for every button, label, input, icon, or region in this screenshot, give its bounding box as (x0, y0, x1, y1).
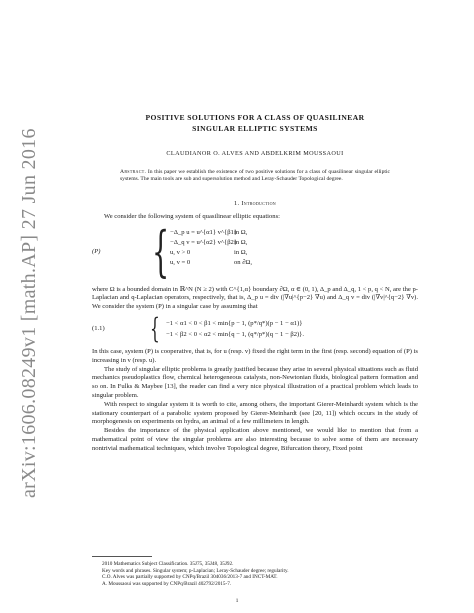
intro-paragraph-4: The study of singular elliptic problems is greatly justified because they arise in several physical situations such as fluid mechanics pseudoplastics flow, chemical heterogeneous catalysts, non-Newtonian fluids, biological pattern formation and so on. In Fulks & Maybee [13], the reader can find a very nice physical illustration of a practical problem which leads to singular problem. (92, 365, 418, 399)
system-row-lhs: −Δ_p u = u^{α1} v^{β1} (170, 228, 238, 236)
footnote-rule (92, 556, 152, 557)
system-row (170, 238, 252, 248)
title-line-1: POSITIVE SOLUTIONS FOR A CLASS OF QUASILINEAR (145, 113, 365, 122)
left-brace: { (150, 312, 160, 345)
condition-tag: (1.1) (92, 325, 105, 332)
system-row-rhs: in Ω, (234, 238, 248, 246)
system-row-lhs: u, v > 0 (170, 248, 191, 256)
system-row-lhs: −Δ_q v = u^{α2} v^{β2} (170, 238, 238, 246)
system-rows (170, 228, 252, 268)
condition-equation (92, 312, 418, 345)
footnote-funding-alves: C.O. Alves was partially supported by CNPq/Brazil 304036/2013-7 and INCT-MAT. (102, 574, 278, 581)
condition-row: −1 < β2 < 0 < α2 < min{q − 1, (q*/p*)(q − 1 − β2)}. (166, 331, 304, 338)
condition-row: −1 < α1 < 0 < β1 < min{p − 1, (p*/q*)(p − 1 − α1)} (166, 320, 303, 327)
system-row (170, 258, 252, 268)
intro-paragraph-1: We consider the following system of quasilinear elliptic equations: (104, 212, 280, 220)
condition-rows (166, 318, 304, 340)
paper-title (92, 112, 418, 134)
footnote-keywords: Key words and phrases. Singular system; p-Laplacian; Leray-Schauder degree; regularity. (102, 567, 289, 574)
footnote-msc: 2010 Mathematics Subject Classification. 35J75, 35J48, 35J92. (102, 561, 234, 567)
intro-paragraph-5: With respect to singular system it is worth to cite, among others, the important Gierer-Meinhardt system which is the stationary counterpart of a parabolic system proposed by Gierer-Meinhardt (see [20, 11]) which occurs in the study of morphogenesis on experiments on hydra, an animal of a few millimeters in length. (92, 400, 418, 426)
footnote-funding-moussaoui: A. Moussaoui was supported by CNPq/Brazil 402792/2015-7. (102, 580, 232, 587)
left-brace: { (152, 219, 170, 283)
system-row-rhs: in Ω, (234, 228, 248, 236)
system-row-rhs: on ∂Ω, (234, 258, 253, 266)
abstract-text: In this paper we establish the existence of two positive solutions for a class of quasilinear singular elliptic systems. The main tools are sub and supersolution method and Leray-Schauder Topological degree. (120, 169, 390, 183)
intro-paragraph-6: Besides the importance of the physical application above mentioned, we would like to mention that from a mathematical point of view the singular problems are also interesting because to solve some of them are necessary nontrivial mathematical techniques, which involve Topological degree, Bifurcation theory, Fixed point (92, 427, 418, 452)
system-row-rhs: in Ω, (234, 248, 248, 256)
authors: CLAUDIANOR O. ALVES AND ABDELKRIM MOUSSAOUI (166, 150, 344, 157)
system-row-lhs: u, v = 0 (170, 258, 191, 266)
system-row (170, 228, 252, 238)
intro-paragraph-3: In this case, system (P) is cooperative, that is, for u (resp. v) fixed the right term in the first (resp. second) equation of (P) is increasing in v (resp. u). (92, 348, 418, 364)
arxiv-identifier: arXiv:1606.08249v1 [math.AP] 27 Jun 2016 (18, 128, 40, 498)
section-heading: 1. Introduction (234, 199, 276, 207)
abstract-label: Abstract. (120, 169, 147, 175)
paper-page (92, 112, 418, 454)
page-number: 1 (235, 598, 239, 604)
title-line-2: SINGULAR ELLIPTIC SYSTEMS (192, 124, 318, 133)
footnotes (92, 556, 418, 587)
system-row (170, 248, 252, 258)
system-tag: (P) (92, 247, 101, 255)
intro-paragraph-2: where Ω is a bounded domain in ℝ^N (N ≥ 2) with C^{1,α} boundary ∂Ω, α ∈ (0, 1), Δ_p and Δ_q, 1 < p, q < N, are the p-Laplacian and q-Laplacian operators, respectively, that is, Δ_p u = div (|∇u|^{p−2} ∇u) and Δ_q v = div (|∇v|^{q−2} ∇v). We consider the system (P) in a singular case by assuming that (92, 285, 418, 311)
abstract (120, 169, 390, 184)
system-equation (92, 219, 418, 283)
